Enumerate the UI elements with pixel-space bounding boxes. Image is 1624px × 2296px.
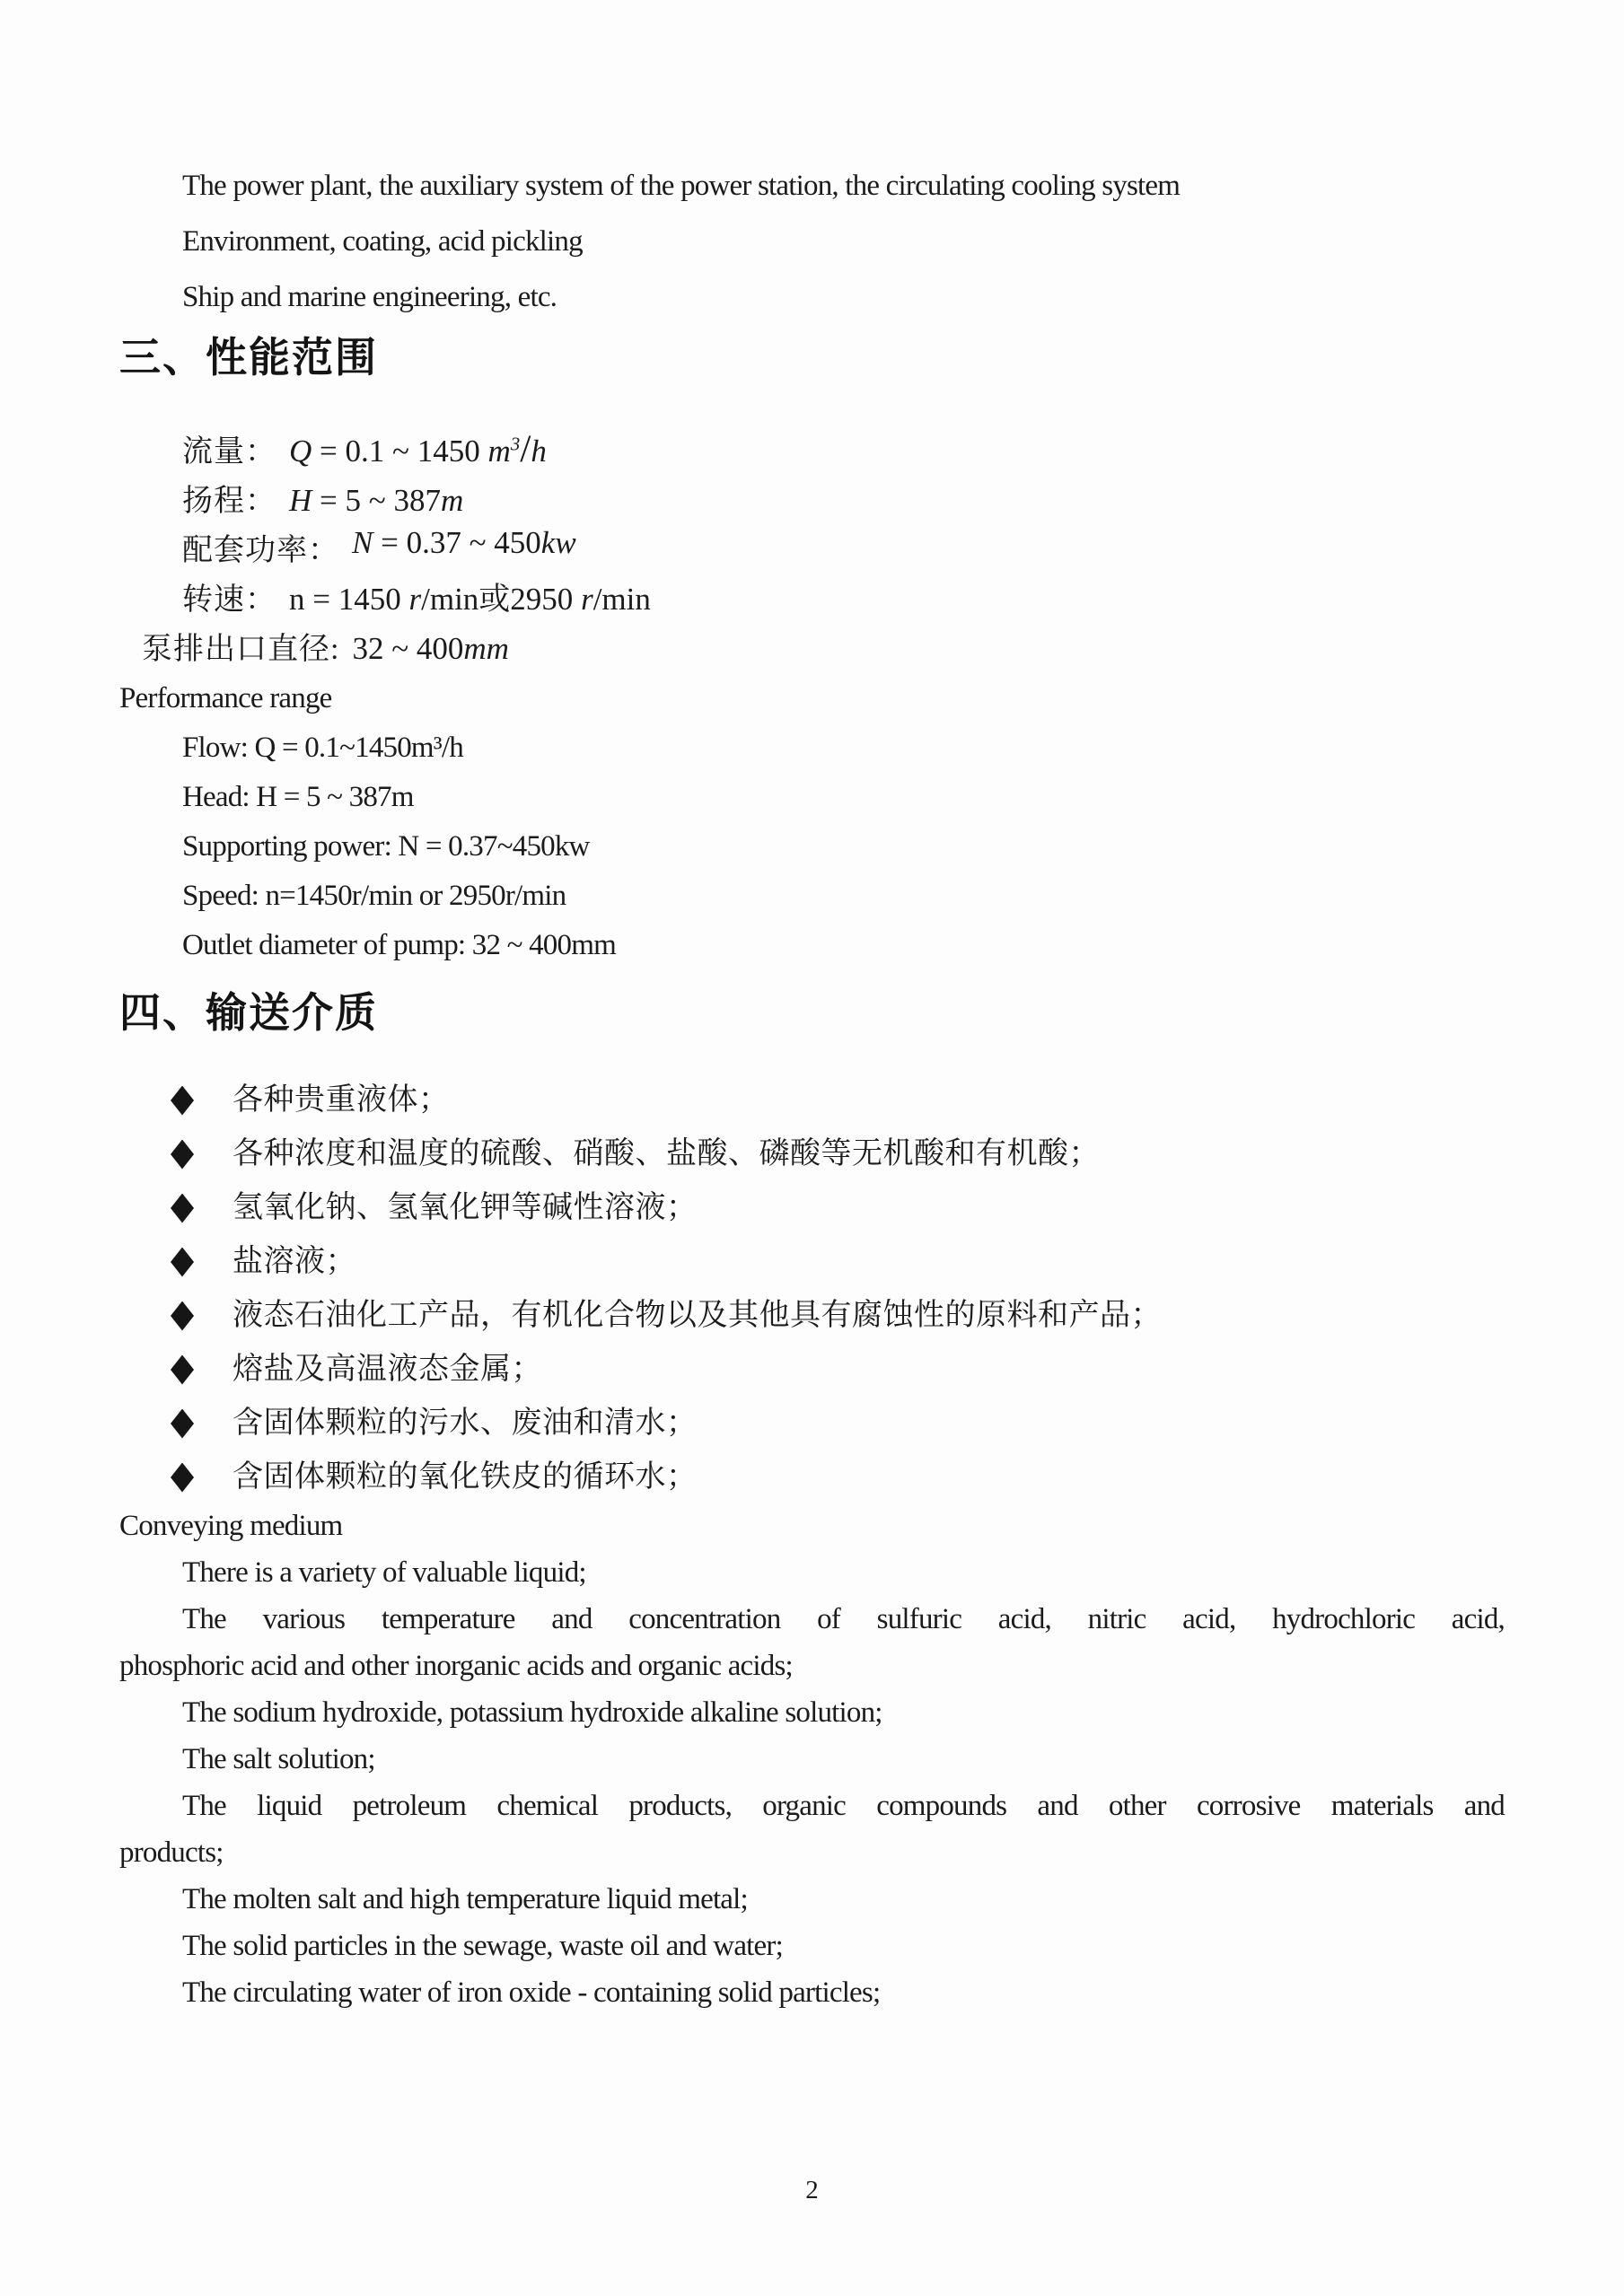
diamond-bullet-icon xyxy=(171,1086,194,1116)
paragraph-line: There is a variety of valuable liquid; xyxy=(182,1556,586,1589)
diamond-bullet-icon xyxy=(171,1355,194,1385)
spec-label: 转速： xyxy=(182,583,277,617)
spec-label: 泵排出口直径: xyxy=(142,633,340,666)
diamond-bullet-icon xyxy=(171,1409,194,1439)
spec-label: 流量： xyxy=(182,435,277,469)
spec-line-outlet: Outlet diameter of pump: 32 ~ 400mm xyxy=(182,929,616,961)
paragraph-line: The solid particles in the sewage, waste oil and water; xyxy=(182,1930,783,1962)
spec-row-flow xyxy=(119,425,1505,477)
list-item xyxy=(119,1181,1505,1235)
spec-formula: Q = 0.1 ~ 1450 $m^3/h$ xyxy=(289,427,547,470)
list-item xyxy=(119,1289,1505,1343)
application-fields-english xyxy=(119,158,1505,325)
intro-line: The power plant, the auxiliary system of the power station, the circulating cooling system xyxy=(182,170,1181,202)
spec-row-speed xyxy=(119,575,1505,625)
spec-label: 扬程： xyxy=(182,485,277,518)
list-item xyxy=(119,1450,1505,1504)
spec-label: 配套功率： xyxy=(182,534,339,567)
paragraph-line: The salt solution; xyxy=(182,1743,375,1775)
spec-formula: n = 1450 r/min或2950 r/min xyxy=(289,582,651,617)
spec-row-outlet-diameter xyxy=(119,625,1505,674)
conveying-medium-title: Conveying medium xyxy=(119,1510,343,1542)
page-number xyxy=(0,2176,1624,2205)
diamond-bullet-icon xyxy=(171,1140,194,1170)
bullet-text: 各种贵重液体； xyxy=(233,1083,450,1117)
diamond-bullet-icon xyxy=(171,1463,194,1493)
performance-specs-chinese xyxy=(119,425,1505,674)
paragraph-line: The circulating water of iron oxide - containing solid particles; xyxy=(182,1976,881,2009)
conveying-medium-english xyxy=(119,1503,1505,2016)
spec-row-power xyxy=(119,526,1505,575)
paragraph-line: phosphoric acid and other inorganic acids and organic acids; xyxy=(119,1650,793,1682)
spec-line-flow: Flow: Q = 0.1~1450m³/h xyxy=(182,732,463,764)
spec-line-head: Head: H = 5 ~ 387m xyxy=(182,781,414,813)
bullet-text: 熔盐及高温液态金属； xyxy=(233,1353,542,1386)
spec-formula: H = 5 ~ 387m xyxy=(289,483,464,518)
diamond-bullet-icon xyxy=(171,1248,194,1277)
section-heading-conveying-medium: 四、输送介质 xyxy=(119,989,378,1036)
bullet-text: 氢氧化钠、氢氧化钾等碱性溶液； xyxy=(233,1191,698,1224)
medium-bullet-list-chinese xyxy=(119,1074,1505,1504)
intro-line: Environment, coating, acid pickling xyxy=(182,225,583,258)
bullet-text: 含固体颗粒的污水、废油和清水； xyxy=(233,1407,698,1440)
diamond-bullet-icon xyxy=(171,1194,194,1223)
paragraph-line: The liquid petroleum chemical products, organic compounds and other corrosive materials and xyxy=(182,1790,1505,1822)
spec-row-head xyxy=(119,477,1505,526)
bullet-text: 液态石油化工产品，有机化合物以及其他具有腐蚀性的原料和产品； xyxy=(233,1299,1162,1332)
list-item xyxy=(119,1074,1505,1127)
spec-line-speed: Speed: n=1450r/min or 2950r/min xyxy=(182,880,566,912)
bullet-text: 含固体颗粒的氧化铁皮的循环水； xyxy=(233,1460,698,1494)
paragraph-line: The molten salt and high temperature liquid metal; xyxy=(182,1883,748,1915)
paragraph-line: The sodium hydroxide, potassium hydroxide alkaline solution; xyxy=(182,1696,882,1729)
spec-formula: 32 ~ 400mm xyxy=(352,631,509,666)
list-item xyxy=(119,1235,1505,1289)
diamond-bullet-icon xyxy=(171,1301,194,1331)
performance-specs-english xyxy=(119,674,1505,970)
list-item xyxy=(119,1343,1505,1397)
section-heading-performance-range: 三、性能范围 xyxy=(119,334,378,381)
spec-formula: N = 0.37 ~ 450kw xyxy=(352,525,576,560)
paragraph-line: The various temperature and concentration of sulfuric acid, nitric acid, hydrochloric acid, xyxy=(182,1603,1505,1635)
bullet-text: 各种浓度和温度的硫酸、硝酸、盐酸、磷酸等无机酸和有机酸； xyxy=(233,1137,1100,1170)
page-number-value: 2 xyxy=(805,2176,819,2204)
performance-range-title: Performance range xyxy=(119,682,332,714)
paragraph-line: products; xyxy=(119,1836,224,1869)
list-item xyxy=(119,1397,1505,1450)
spec-line-power: Supporting power: N = 0.37~450kw xyxy=(182,830,590,863)
bullet-text: 盐溶液； xyxy=(233,1245,356,1278)
intro-line: Ship and marine engineering, etc. xyxy=(182,281,557,313)
list-item xyxy=(119,1127,1505,1181)
